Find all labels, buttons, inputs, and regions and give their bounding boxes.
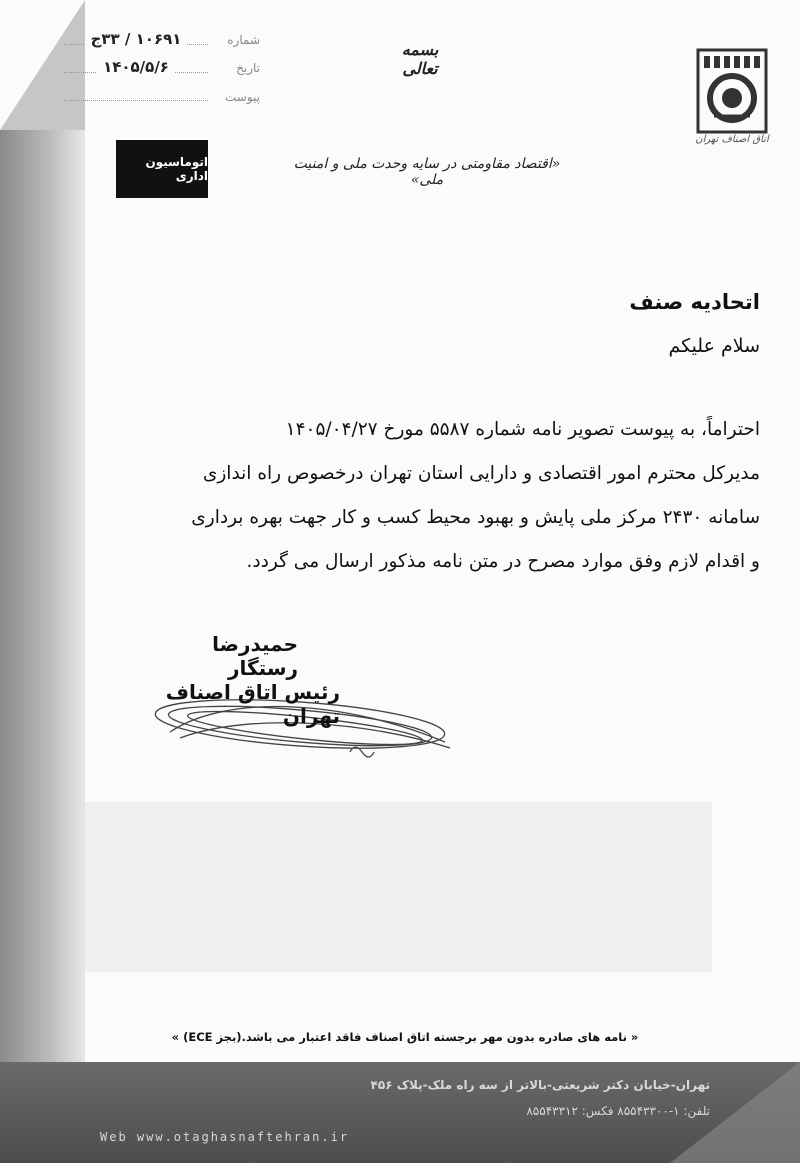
recipient: اتحادیه صنف <box>629 290 760 314</box>
footer-address: تهران-خیابان دکتر شریعتی-بالاتر از سه راه ملک-پلاک ۴۵۶ <box>370 1078 710 1092</box>
signer-name: حمیدرضا رستگار <box>212 632 298 680</box>
logo-caption: اتاق اصناف تهران <box>695 134 769 145</box>
date-value: ۱۴۰۵/۵/۶ <box>97 58 175 76</box>
validity-footnote: « نامه های صادره بدون مهر برجسته اتاق اصناف فاقد اعتبار می باشد.(بجز ECE) » <box>171 1030 639 1044</box>
body-line: مدیرکل محترم امور اقتصادی و دارایی استان تهران درخصوص راه اندازی <box>202 463 760 484</box>
meta-attachment-row <box>60 86 260 114</box>
body-line: و اقدام لازم وفق موارد مصرح در متن نامه مذکور ارسال می گردد. <box>246 551 760 572</box>
number-label: شماره <box>227 33 260 47</box>
meta-date-row <box>60 58 260 86</box>
left-band-decoration <box>0 130 85 1163</box>
footer-website-link[interactable]: Web www.otaghasnaftehran.ir <box>100 1130 350 1144</box>
body-line: احتراماً، به پیوست تصویر نامه شماره ۵۵۸۷ مورخ ۱۴۰۵/۰۴/۲۷ <box>285 419 760 440</box>
slogan: «اقتصاد مقاومتی در سایه وحدت ملی و امنیت ملی» <box>293 156 561 188</box>
bismillah-heading: بسمه تعالی <box>401 40 439 78</box>
letter-body <box>150 408 760 584</box>
office-automation-stamp: اتوماسیون اداری <box>116 140 208 198</box>
greeting: سلام علیکم <box>668 335 760 357</box>
footer-phones: تلفن: ۱-۸۵۵۴۳۳۰۰ فکس: ۸۵۵۴۳۳۱۲ <box>526 1104 710 1118</box>
letter-meta <box>60 30 260 114</box>
body-line: سامانه ۲۴۳۰ مرکز ملی پایش و بهبود محیط کسب و کار جهت بهره برداری <box>191 507 760 528</box>
date-label: تاریخ <box>236 61 260 75</box>
number-value: ۱۰۶۹۱ / ۳۳ج <box>85 30 188 48</box>
attachment-label: پیوست <box>225 90 260 104</box>
signer-title: رئیس اتاق اصناف تهران <box>165 680 340 728</box>
faded-stamp-area <box>82 802 712 972</box>
meta-number-row <box>60 30 260 58</box>
